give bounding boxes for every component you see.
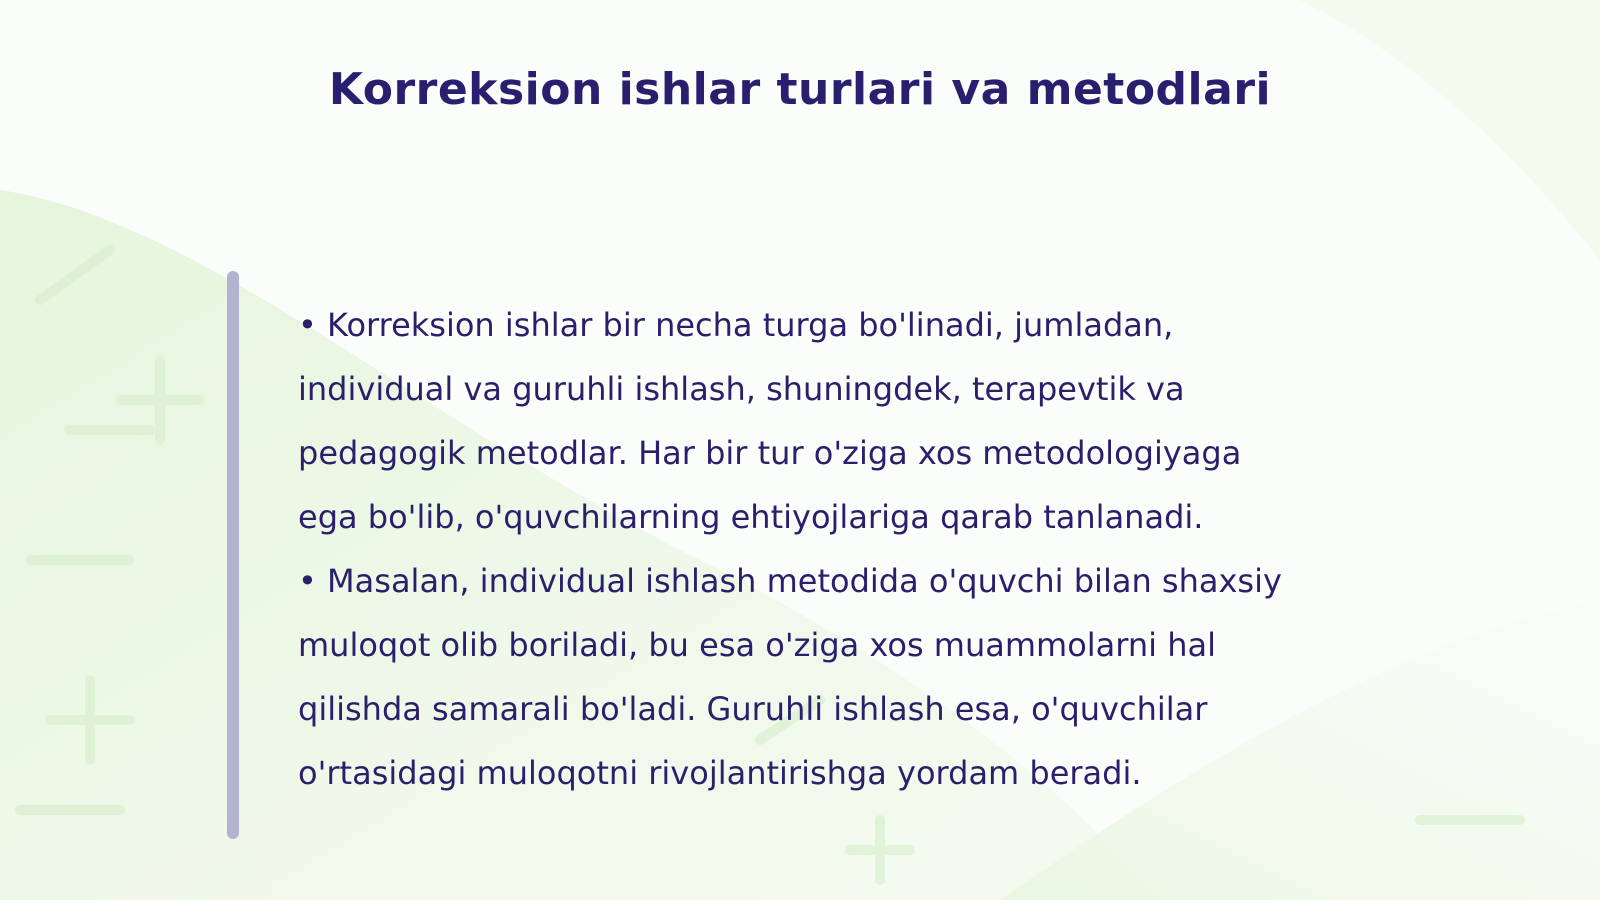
slide-title: Korreksion ishlar turlari va metodlari xyxy=(328,64,1272,115)
bullet-item: • Korreksion ishlar bir necha turga bo'linadi, jumladan, individual va guruhli ishlash, shuningdek, terapevtik va pedagogik metodlar. Har bir tur o'ziga xos metodologiyaga ega bo'lib, o'quvchilarning ehtiyojlariga qarab tanlanadi. xyxy=(298,306,1242,536)
accent-bar xyxy=(227,271,239,839)
bullet-list xyxy=(298,293,1298,805)
bullet-item: • Masalan, individual ishlash metodida o'quvchi bilan shaxsiy muloqot olib boriladi, bu esa o'ziga xos muammolarni hal qilishda samarali bo'ladi. Guruhli ishlash esa, o'quvchilar o'rtasidagi muloqotni rivojlantirishga yordam beradi. xyxy=(298,562,1282,792)
